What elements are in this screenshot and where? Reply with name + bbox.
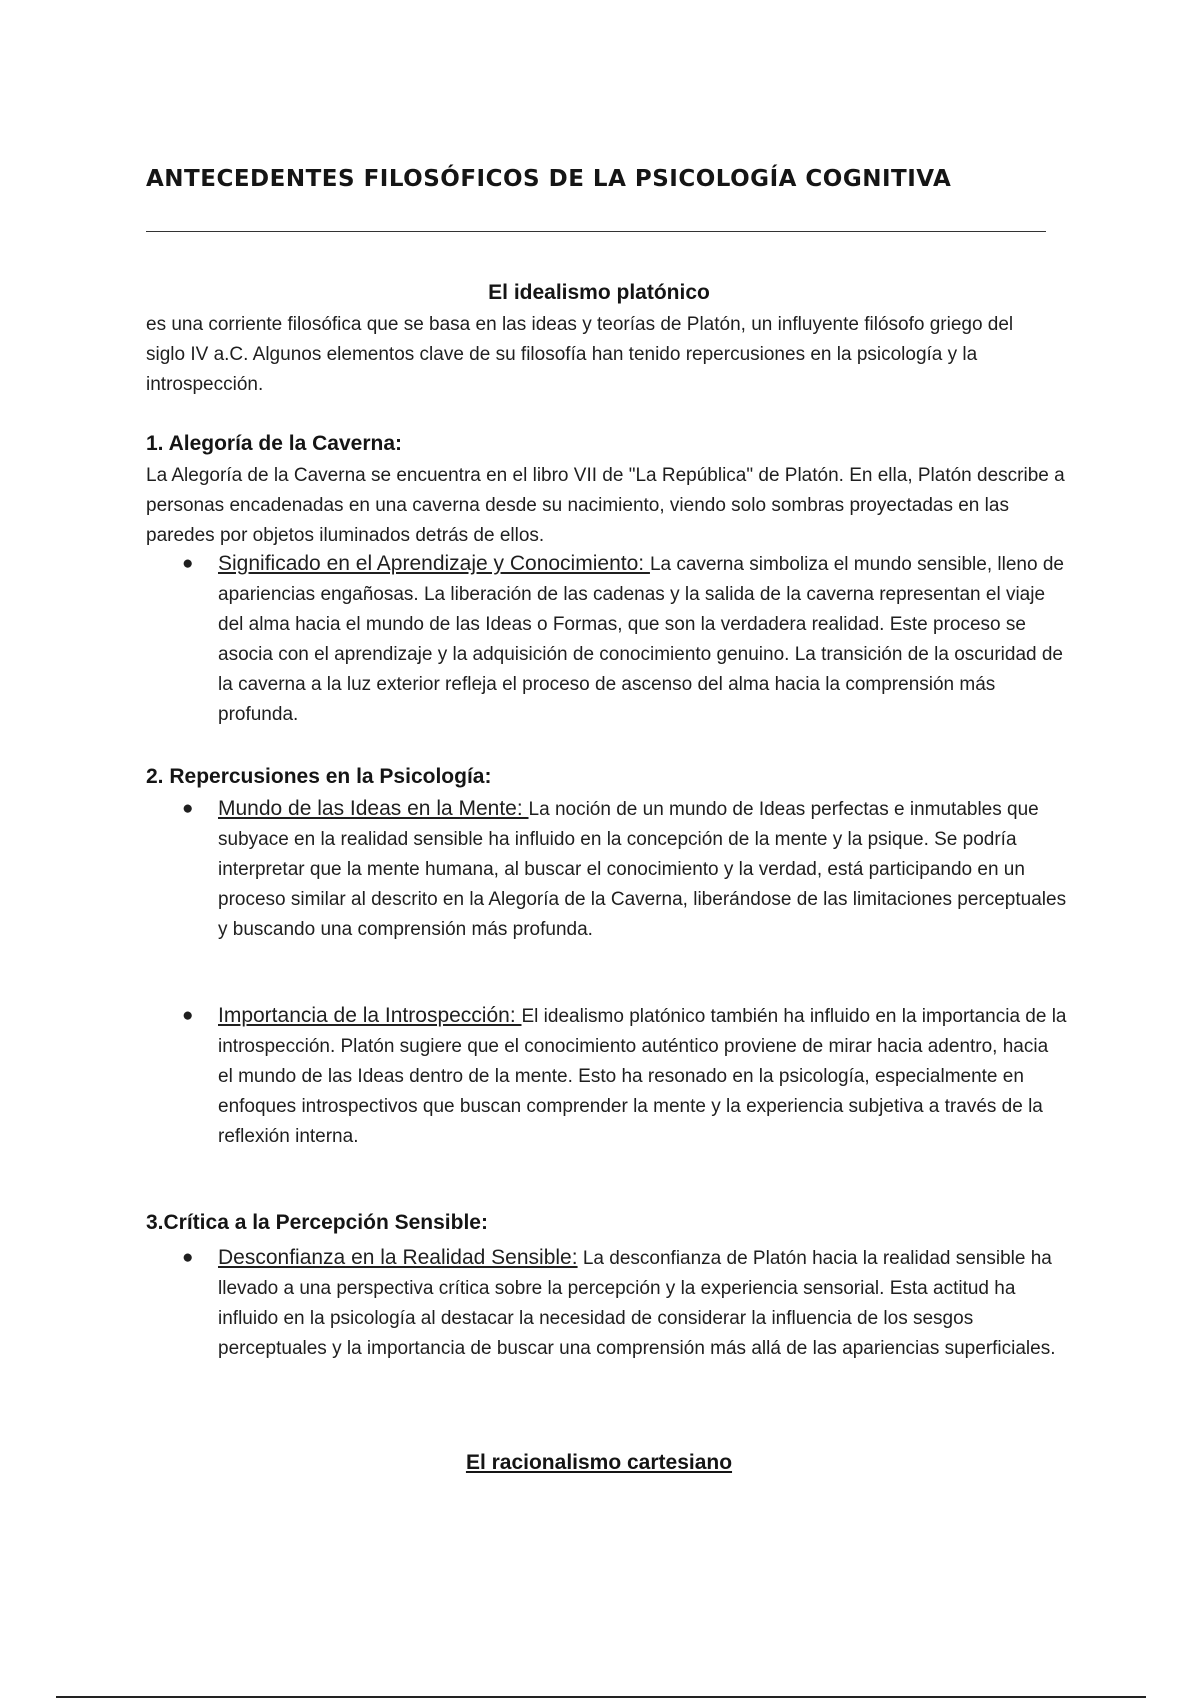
document-title: ANTECEDENTES FILOSÓFICOS DE LA PSICOLOGÍA COGNITIVA — [146, 166, 952, 192]
section-heading-idealismo: El idealismo platónico — [488, 281, 710, 304]
section-intro-idealismo: es una corriente filosófica que se basa en las ideas y teorías de Platón, un influyente filósofo griego del siglo IV a.C. Algunos elementos clave de su filosofía han tenido repercusiones en la psicología y la introspección. — [146, 314, 1014, 395]
subsection-text-alegoria: La Alegoría de la Caverna se encuentra en el libro VII de "La República" de Platón. En ella, Platón describe a personas encadenadas en una caverna desde su nacimiento, viendo solo sombras proyectadas en las paredes por objetos iluminados detrás de ellos. — [146, 465, 1065, 546]
bullet-label: Desconfianza en la Realidad Sensible: — [218, 1246, 578, 1269]
bullet-dot: ● — [182, 553, 194, 574]
bullet-dot: ● — [182, 798, 194, 819]
bullet-label: Importancia de la Introspección: — [218, 1004, 522, 1027]
title-separator — [146, 231, 1046, 232]
bullet-text: La desconfianza de Platón hacia la realidad sensible ha llevado a una perspectiva crítica sobre la percepción y la experiencia sensorial. Esta actitud ha influido en la psicología al destacar la necesidad de considerar la influencia de los sesgos perceptuales y la importancia de buscar una comprensión más allá de las apariencias superficiales. — [218, 1248, 1056, 1359]
section-heading-racionalismo — [146, 1451, 1052, 1475]
bullet-dot: ● — [182, 1247, 194, 1268]
subsection-heading-repercusiones: 2. Repercusiones en la Psicología: — [146, 765, 492, 788]
bullet-introspeccion — [182, 1001, 1068, 1152]
page-bottom-border — [56, 1696, 1146, 1698]
bullet-significado — [182, 549, 1068, 730]
bullet-text: El idealismo platónico también ha influido en la importancia de la introspección. Platón sugiere que el conocimiento auténtico proviene de mirar hacia adentro, hacia el mundo de las Ideas dentro de la mente. Esto ha resonado en la psicología, especialmente en enfoques introspectivos que buscan comprender la mente y la experiencia subjetiva a través de la reflexión interna. — [218, 1006, 1067, 1147]
bullet-text: La caverna simboliza el mundo sensible, lleno de apariencias engañosas. La liberación de las cadenas y la salida de la caverna representan el viaje del alma hacia el mundo de las Ideas o Formas, que son la verdadera realidad. Este proceso se asocia con el aprendizaje y la adquisición de conocimiento genuino. La transición de la oscuridad de la caverna a la luz exterior refleja el proceso de ascenso del alma hacia la comprensión más profunda. — [218, 554, 1064, 725]
bullet-mundo-ideas — [182, 794, 1068, 945]
bullet-desconfianza — [182, 1243, 1068, 1364]
bullet-label: Mundo de las Ideas en la Mente: — [218, 797, 529, 820]
bullet-dot: ● — [182, 1005, 194, 1026]
subsection-heading-alegoria: 1. Alegoría de la Caverna: — [146, 432, 402, 455]
subsection-heading-critica: 3.Crítica a la Percepción Sensible: — [146, 1211, 488, 1234]
section-heading-racionalismo-text: El racionalismo cartesiano — [465, 1451, 733, 1474]
bullet-label: Significado en el Aprendizaje y Conocimiento: — [218, 552, 650, 575]
bullet-text: La noción de un mundo de Ideas perfectas e inmutables que subyace en la realidad sensible ha influido en la concepción de la mente y la psique. Se podría interpretar que la mente humana, al buscar el conocimiento y la verdad, está participando en un proceso similar al descrito en la Alegoría de la Caverna, liberándose de las limitaciones perceptuales y buscando una comprensión más profunda. — [218, 799, 1067, 940]
